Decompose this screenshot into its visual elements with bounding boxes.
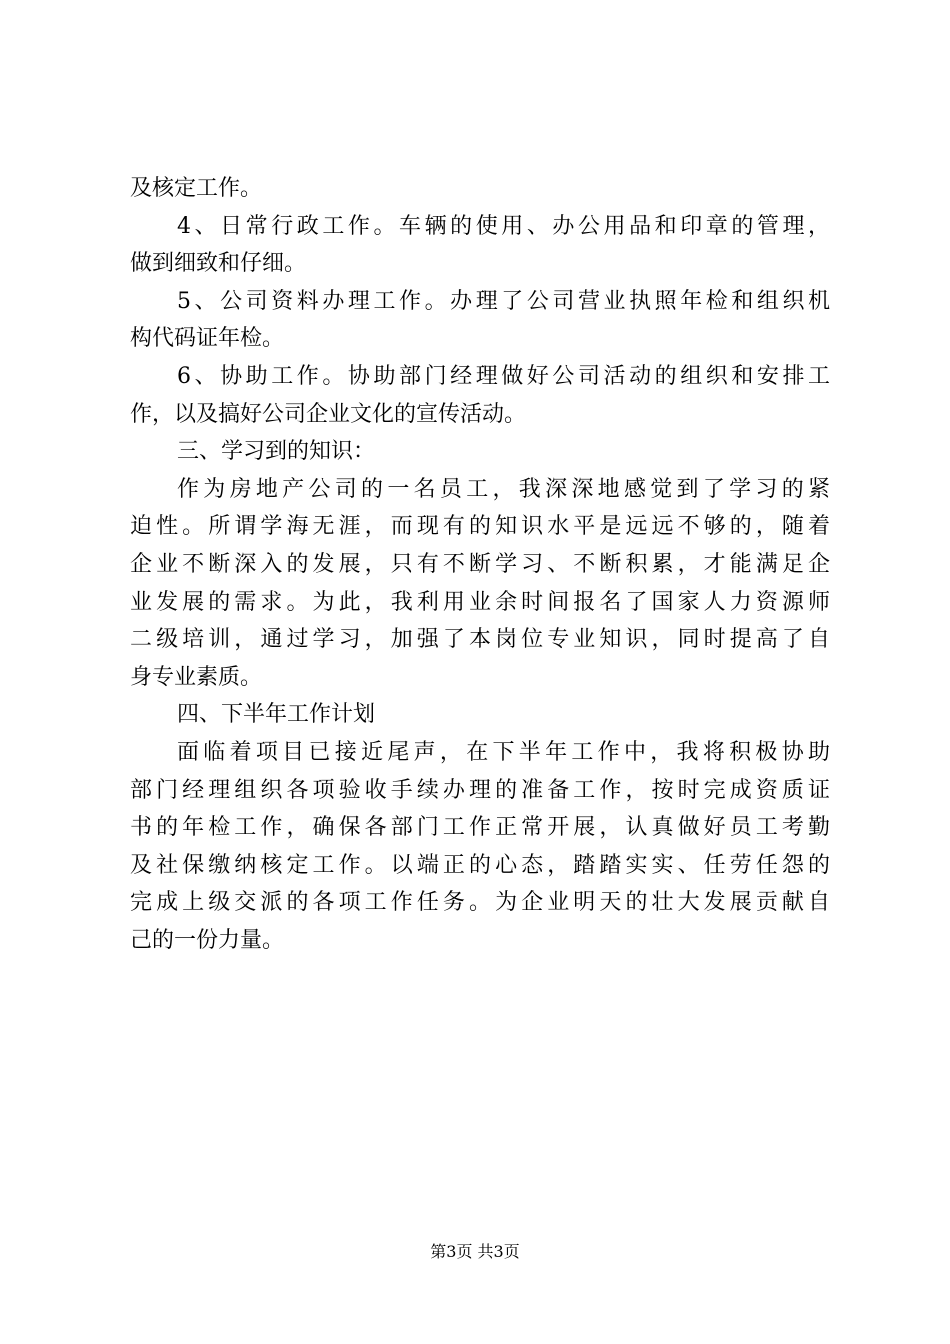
- text-line: 迫性。所谓学海无涯，而现有的知识水平是远远不够的，随着: [130, 514, 830, 540]
- document-body: [130, 170, 830, 959]
- text-line: 业发展的需求。为此，我利用业余时间报名了国家人力资源师: [130, 589, 830, 615]
- text-line: 身专业素质。: [130, 664, 263, 690]
- text-line: 做到细致和仔细。: [130, 251, 307, 277]
- section-heading: 四、下半年工作计划: [177, 702, 376, 728]
- text-line: 书的年检工作，确保各部门工作正常开展，认真做好员工考勤: [130, 815, 830, 841]
- text-line: 4、日常行政工作。车辆的使用、办公用品和印章的管理，: [177, 213, 830, 239]
- text-line: 部门经理组织各项验收手续办理的准备工作，按时完成资质证: [130, 777, 830, 803]
- text-line: 作为房地产公司的一名员工，我深深地感觉到了学习的紧: [177, 476, 830, 502]
- text-line: 6、协助工作。协助部门经理做好公司活动的组织和安排工: [177, 363, 830, 389]
- text-line: 己的一份力量。: [130, 927, 285, 953]
- text-line: 及核定工作。: [130, 176, 263, 201]
- text-line: 及社保缴纳核定工作。以端正的心态，踏踏实实、任劳任怨的: [130, 852, 830, 878]
- text-line: 面临着项目已接近尾声，在下半年工作中，我将积极协助: [177, 739, 830, 765]
- section-heading: 三、学习到的知识：: [177, 439, 376, 465]
- text-line: 完成上级交派的各项工作任务。为企业明天的壮大发展贡献自: [130, 890, 830, 916]
- text-line: 构代码证年检。: [130, 326, 285, 352]
- text-line: 企业不断深入的发展，只有不断学习、不断积累，才能满足企: [130, 551, 830, 577]
- text-line: 二级培训，通过学习，加强了本岗位专业知识，同时提高了自: [130, 627, 830, 653]
- text-line: 5、公司资料办理工作。办理了公司营业执照年检和组织机: [177, 288, 830, 314]
- text-line: 作，以及搞好公司企业文化的宣传活动。: [130, 401, 527, 427]
- page-footer: 第3页 共3页: [430, 1242, 520, 1261]
